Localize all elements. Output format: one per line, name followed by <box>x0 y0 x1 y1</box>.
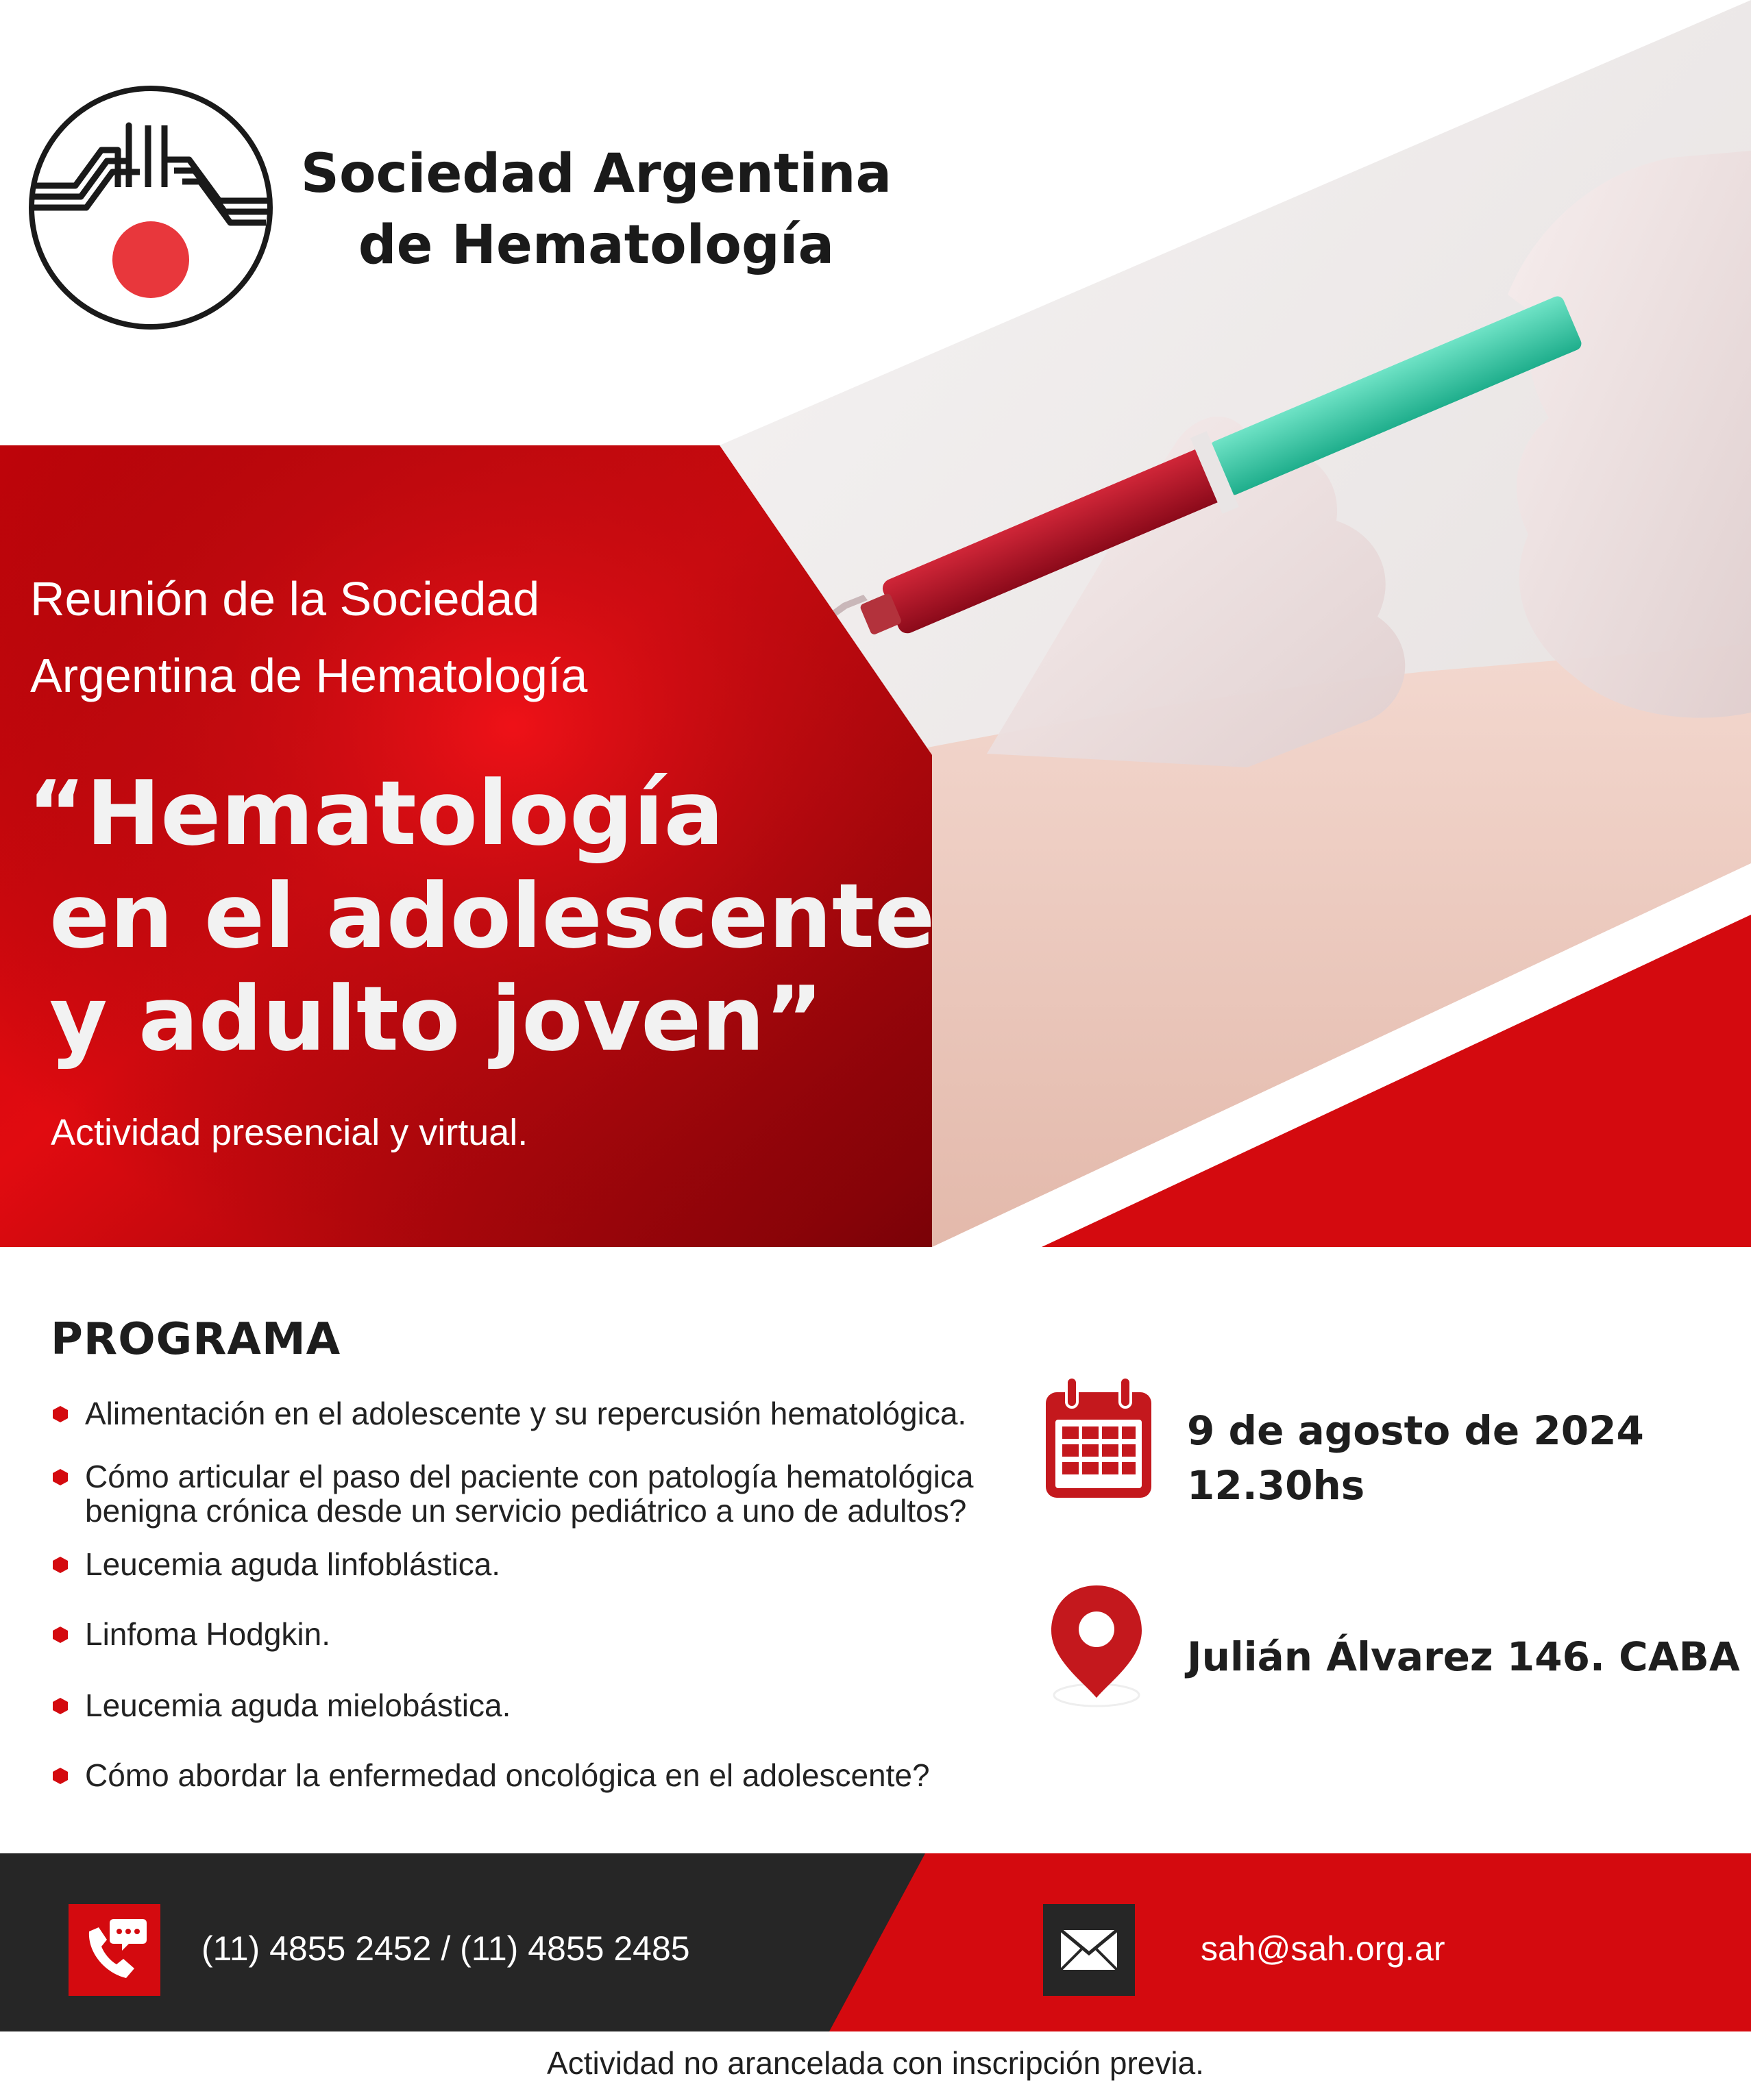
email-link[interactable]: sah@sah.org.ar <box>1201 1929 1445 1968</box>
hexagon-bullet-icon <box>52 1627 69 1643</box>
meeting-subtitle-line1: Reunión de la Sociedad <box>30 572 540 626</box>
organization-name <box>288 138 905 281</box>
program-item <box>49 1459 973 1528</box>
organization-name-line2: de Hematología <box>358 214 835 276</box>
program-item-text: Cómo articular el paso del paciente con patología hematológica <box>85 1459 974 1494</box>
event-title-line1: “Hematología <box>27 761 724 865</box>
event-datetime <box>1187 1403 1644 1513</box>
event-address: Julián Álvarez 146. CABA <box>1187 1633 1740 1680</box>
event-title-line3: y adulto joven” <box>49 967 824 1071</box>
sah-logo-icon <box>27 84 274 331</box>
program-item <box>49 1547 500 1581</box>
event-title-line2: en el adolescente <box>49 864 935 968</box>
contact-bar <box>0 1853 1751 2031</box>
meeting-subtitle <box>30 560 587 714</box>
program-item-text: Cómo abordar la enfermedad oncológica en el adolescente? <box>85 1757 930 1793</box>
program-item-text: Alimentación en el adolescente y su repercusión hematológica. <box>85 1396 967 1431</box>
calendar-icon <box>1042 1377 1155 1502</box>
envelope-icon[interactable] <box>1043 1904 1135 1996</box>
program-item <box>49 1396 966 1431</box>
event-time: 12.30hs <box>1187 1462 1365 1509</box>
program-item <box>49 1617 330 1651</box>
program-heading: PROGRAMA <box>51 1314 341 1365</box>
event-date: 9 de agosto de 2024 <box>1187 1407 1644 1454</box>
hexagon-bullet-icon <box>52 1469 69 1485</box>
program-item <box>49 1688 511 1722</box>
program-item-text: Leucemia aguda linfoblástica. <box>85 1546 501 1582</box>
hexagon-bullet-icon <box>52 1406 69 1422</box>
event-modality: Actividad presencial y virtual. <box>51 1112 528 1153</box>
hexagon-bullet-icon <box>52 1768 69 1784</box>
program-item <box>49 1758 930 1792</box>
hexagon-bullet-icon <box>52 1698 69 1714</box>
hexagon-bullet-icon <box>52 1557 69 1573</box>
meeting-subtitle-line2: Argentina de Hematología <box>30 649 588 702</box>
glove-right <box>1508 151 1751 718</box>
footer-note: Actividad no arancelada con inscripción previa. <box>547 2045 1204 2081</box>
phone-numbers[interactable]: (11) 4855 2452 / (11) 4855 2485 <box>201 1929 690 1968</box>
event-title <box>27 762 935 1070</box>
program-item-text-continued: benigna crónica desde un servicio pediátrico a uno de adultos? <box>85 1493 967 1529</box>
organization-name-line1: Sociedad Argentina <box>300 143 892 205</box>
program-item-text: Linfoma Hodgkin. <box>85 1616 330 1652</box>
program-item-text: Leucemia aguda mielobástica. <box>85 1688 511 1723</box>
phone-chat-icon[interactable] <box>69 1904 160 1996</box>
map-pin-icon <box>1043 1583 1150 1709</box>
